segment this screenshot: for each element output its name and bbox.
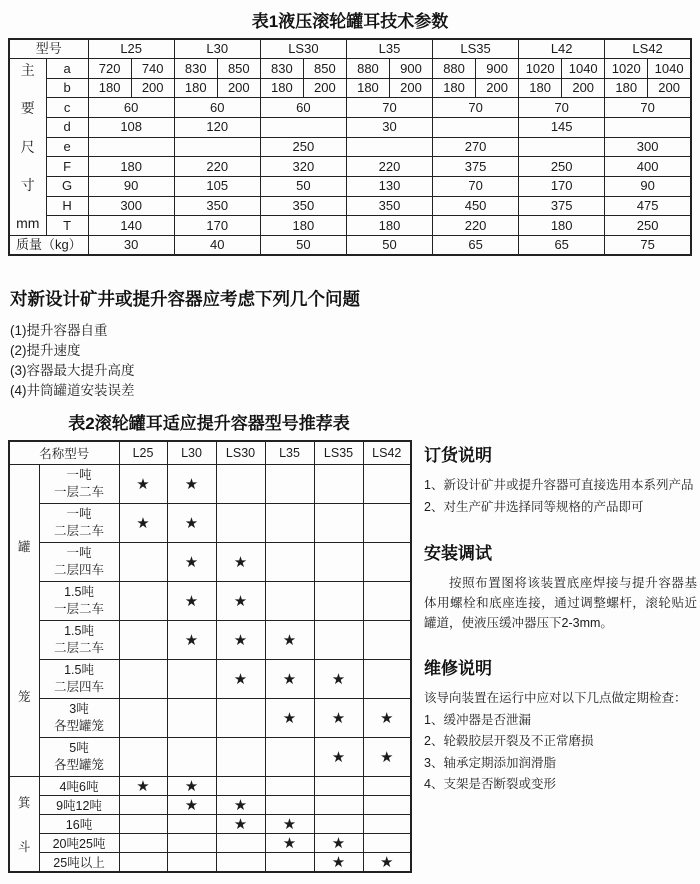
star-cell: ★: [314, 853, 363, 873]
star-cell: [363, 543, 411, 582]
t1-cell: 90: [88, 176, 174, 196]
table-row: [9, 465, 411, 504]
table-row: [9, 78, 691, 98]
star-cell: ★: [119, 465, 167, 504]
t1-cell: 1020: [519, 59, 562, 79]
installation-heading: 安装调试: [424, 544, 492, 563]
table-row: [9, 738, 411, 777]
maintenance-intro: 该导向装置在运行中应对以下几点做定期检查：: [424, 691, 687, 705]
star-cell: ★: [167, 543, 216, 582]
t1-side-label-dimensions: [9, 59, 46, 236]
t1-cell: [605, 117, 691, 137]
table2-recommendations: [8, 440, 412, 873]
star-cell: ★: [265, 815, 314, 834]
t1-cell: 200: [131, 78, 174, 98]
t1-model-header: L42: [519, 39, 605, 59]
maintenance-item: 3、轴承定期添加润滑脂: [424, 755, 556, 770]
star-cell: [216, 504, 265, 543]
t1-cell: 350: [346, 196, 432, 216]
t1-cell: 320: [260, 157, 346, 177]
table-row: [9, 39, 691, 59]
t1-cell: 200: [303, 78, 346, 98]
t1-row-label: G: [46, 176, 88, 196]
t1-model-header: L25: [88, 39, 174, 59]
star-cell: ★: [216, 660, 265, 699]
t1-cell: 130: [346, 176, 432, 196]
t1-cell: 740: [131, 59, 174, 79]
table-row: [9, 137, 691, 157]
t1-cell: 200: [648, 78, 691, 98]
table-row: [9, 441, 411, 465]
t2-model-header: LS35: [314, 441, 363, 465]
star-cell: [265, 796, 314, 815]
t1-row-label: T: [46, 216, 88, 236]
t2-row-name: 20吨25吨: [39, 834, 119, 853]
t1-cell: 880: [346, 59, 389, 79]
t1-row-label: b: [46, 78, 88, 98]
star-cell: ★: [216, 815, 265, 834]
star-cell: [265, 853, 314, 873]
table-row: [9, 777, 411, 796]
table-row: [9, 59, 691, 79]
t1-cell: 200: [562, 78, 605, 98]
t1-cell: 475: [605, 196, 691, 216]
star-cell: ★: [265, 660, 314, 699]
t1-corner-header: 型号: [9, 39, 88, 59]
notes-heading: 对新设计矿井或提升容器应考虑下列几个问题: [10, 289, 360, 309]
t1-cell: 350: [174, 196, 260, 216]
star-cell: [119, 543, 167, 582]
row-name-line: 一层二车: [54, 602, 105, 616]
row-name-line: 3吨: [69, 701, 89, 716]
t2-row-name: [39, 465, 119, 504]
star-cell: [265, 504, 314, 543]
t1-cell: [519, 137, 605, 157]
t1-row-label: c: [46, 98, 88, 118]
group-char: 罐: [17, 539, 31, 554]
t2-group-label-skip: [9, 777, 39, 873]
star-cell: ★: [119, 777, 167, 796]
t1-cell: 180: [346, 78, 389, 98]
t1-cell: 830: [260, 59, 303, 79]
star-cell: [119, 582, 167, 621]
star-cell: [363, 582, 411, 621]
star-cell: [167, 815, 216, 834]
star-cell: ★: [119, 504, 167, 543]
row-name-line: 5吨: [69, 740, 89, 755]
star-cell: ★: [167, 582, 216, 621]
t1-cell: 60: [174, 98, 260, 118]
t1-cell: 145: [519, 117, 605, 137]
t1-cell: 270: [433, 137, 519, 157]
t1-cell: 50: [260, 176, 346, 196]
t1-cell: 200: [476, 78, 519, 98]
ordering-item: 2、对生产矿井选择同等规格的产品即可: [424, 499, 644, 514]
star-cell: [216, 834, 265, 853]
row-name-line: 各型罐笼: [54, 758, 105, 772]
t1-cell: [433, 117, 519, 137]
t1-cell: 720: [88, 59, 131, 79]
maintenance-section: [424, 654, 697, 796]
t1-cell: 65: [519, 236, 605, 256]
t1-row-label: d: [46, 117, 88, 137]
star-cell: [314, 582, 363, 621]
t2-group-label-cage: [9, 465, 39, 777]
t1-cell: 170: [174, 216, 260, 236]
t2-model-header: L25: [119, 441, 167, 465]
t1-cell: 180: [433, 78, 476, 98]
t1-cell: 180: [605, 78, 648, 98]
notes-item: (2)提升速度: [10, 343, 81, 358]
star-cell: [265, 582, 314, 621]
t1-row-label: a: [46, 59, 88, 79]
t1-cell: 75: [605, 236, 691, 256]
notes-item: (1)提升容器自重: [10, 323, 108, 338]
row-name-line: 二层二车: [54, 641, 105, 655]
star-cell: [216, 853, 265, 873]
star-cell: [314, 815, 363, 834]
table-row: [9, 216, 691, 236]
t2-row-name: [39, 582, 119, 621]
t1-cell: 70: [346, 98, 432, 118]
t1-cell: 300: [605, 137, 691, 157]
table1-title: 表1液压滚轮罐耳技术参数: [251, 12, 449, 31]
table-row: [9, 796, 411, 815]
star-cell: [216, 699, 265, 738]
t1-cell: 220: [174, 157, 260, 177]
star-cell: ★: [216, 582, 265, 621]
ordering-item: 1、新设计矿井或提升容器可直接选用本系列产品: [424, 478, 694, 492]
t1-weight-label: 质量（kg）: [9, 236, 88, 256]
side-char: 主: [20, 62, 35, 78]
t1-cell: 40: [174, 236, 260, 256]
table-row: [9, 853, 411, 873]
t2-row-name: 16吨: [39, 815, 119, 834]
star-cell: [265, 543, 314, 582]
t1-cell: 375: [519, 196, 605, 216]
table-row: [9, 543, 411, 582]
star-cell: [119, 699, 167, 738]
star-cell: [363, 465, 411, 504]
row-name-line: 二层四车: [54, 563, 105, 577]
t1-model-header: LS30: [260, 39, 346, 59]
table-row: [9, 582, 411, 621]
t1-cell: 180: [260, 216, 346, 236]
star-cell: ★: [314, 699, 363, 738]
t1-cell: [174, 137, 260, 157]
installation-section: [424, 539, 697, 633]
t1-cell: 180: [519, 78, 562, 98]
t2-row-name: [39, 699, 119, 738]
star-cell: [216, 465, 265, 504]
side-unit: mm: [16, 215, 40, 232]
t1-cell: 200: [217, 78, 260, 98]
t1-cell: 65: [433, 236, 519, 256]
side-char: 尺: [20, 138, 35, 155]
star-cell: ★: [216, 543, 265, 582]
t1-cell: 120: [174, 117, 260, 137]
maintenance-item: 4、支架是否断裂或变形: [424, 777, 556, 791]
t1-cell: 90: [605, 176, 691, 196]
star-cell: ★: [167, 777, 216, 796]
table-row: [9, 834, 411, 853]
t1-cell: 60: [260, 98, 346, 118]
t2-row-name: 4吨6吨: [39, 777, 119, 796]
side-char: 要: [20, 100, 35, 117]
star-cell: [363, 796, 411, 815]
t1-cell: 30: [346, 117, 432, 137]
t1-cell: 220: [433, 216, 519, 236]
group-label-stack: [10, 780, 39, 868]
star-cell: [167, 834, 216, 853]
t1-cell: 830: [174, 59, 217, 79]
t1-cell: 880: [433, 59, 476, 79]
t1-cell: 108: [88, 117, 174, 137]
star-cell: ★: [363, 738, 411, 777]
t2-model-header: L35: [265, 441, 314, 465]
table-row: [9, 176, 691, 196]
ordering-heading: 订货说明: [424, 446, 492, 465]
t1-cell: 30: [88, 236, 174, 256]
t2-row-name: 25吨以上: [39, 853, 119, 873]
t1-cell: 180: [260, 78, 303, 98]
t1-cell: 350: [260, 196, 346, 216]
t2-row-name: [39, 660, 119, 699]
notes-item: (3)容器最大提升高度: [10, 363, 135, 378]
t2-model-header: LS30: [216, 441, 265, 465]
t1-cell: [260, 117, 346, 137]
t1-cell: 250: [519, 157, 605, 177]
maintenance-heading: 维修说明: [424, 659, 492, 678]
star-cell: [363, 621, 411, 660]
t1-cell: 180: [346, 216, 432, 236]
t1-cell: 220: [346, 157, 432, 177]
t1-cell: 140: [88, 216, 174, 236]
t2-row-name: [39, 738, 119, 777]
t1-cell: 1040: [648, 59, 691, 79]
t1-cell: 70: [433, 176, 519, 196]
star-cell: ★: [363, 853, 411, 873]
row-name-line: 1.5吨: [64, 662, 94, 677]
t1-cell: 450: [433, 196, 519, 216]
t2-corner-header: 名称型号: [9, 441, 119, 465]
t1-cell: 180: [519, 216, 605, 236]
table-row: [9, 117, 691, 137]
t1-cell: 70: [433, 98, 519, 118]
star-cell: [314, 504, 363, 543]
star-cell: [119, 853, 167, 873]
star-cell: ★: [363, 699, 411, 738]
row-name-line: 1.5吨: [64, 623, 94, 638]
star-cell: [265, 738, 314, 777]
star-cell: [265, 465, 314, 504]
right-column: [424, 441, 697, 817]
group-char: 斗: [17, 840, 31, 854]
star-cell: [363, 777, 411, 796]
row-name-line: 1.5吨: [64, 584, 94, 599]
star-cell: ★: [167, 504, 216, 543]
t1-cell: 375: [433, 157, 519, 177]
t2-row-name: 9吨12吨: [39, 796, 119, 815]
t2-row-name: [39, 504, 119, 543]
t1-row-label: F: [46, 157, 88, 177]
star-cell: [216, 738, 265, 777]
group-char: 箕: [17, 796, 31, 810]
t1-model-header: LS35: [433, 39, 519, 59]
star-cell: [119, 796, 167, 815]
table-row: [9, 815, 411, 834]
row-name-line: 二层四车: [54, 680, 105, 694]
star-cell: [119, 815, 167, 834]
t1-cell: [346, 137, 432, 157]
star-cell: [119, 738, 167, 777]
t1-cell: 180: [88, 157, 174, 177]
t1-cell: 1040: [562, 59, 605, 79]
side-char: 寸: [20, 176, 35, 193]
star-cell: ★: [167, 621, 216, 660]
row-name-line: 一吨: [66, 545, 92, 560]
t1-cell: 400: [605, 157, 691, 177]
t1-cell: 50: [260, 236, 346, 256]
star-cell: ★: [216, 621, 265, 660]
t1-cell: 850: [217, 59, 260, 79]
t1-cell: 170: [519, 176, 605, 196]
star-cell: [314, 465, 363, 504]
t1-cell: 50: [346, 236, 432, 256]
t1-cell: 850: [303, 59, 346, 79]
star-cell: [314, 777, 363, 796]
star-cell: [314, 796, 363, 815]
notes-item: (4)井筒罐道安装误差: [10, 383, 135, 398]
star-cell: [167, 738, 216, 777]
row-name-line: 二层二车: [54, 524, 105, 538]
star-cell: [119, 660, 167, 699]
installation-body: 按照布置图将该装置底座焊接与提升容器基体用螺栓和底座连接，通过调整螺杆，滚轮贴近罐道，使液压缓冲器压下2-3mm。: [424, 576, 697, 630]
star-cell: ★: [265, 621, 314, 660]
t1-model-header: L35: [346, 39, 432, 59]
t1-cell: 900: [389, 59, 432, 79]
maintenance-item: 1、缓冲器是否泄漏: [424, 712, 531, 727]
table-row: [9, 621, 411, 660]
table-row: [9, 660, 411, 699]
table-row: [9, 98, 691, 118]
t1-cell: 180: [174, 78, 217, 98]
ordering-section: [424, 441, 697, 518]
t1-model-header: L30: [174, 39, 260, 59]
t1-cell: 200: [389, 78, 432, 98]
row-name-line: 一层二车: [54, 485, 105, 499]
star-cell: [167, 660, 216, 699]
star-cell: [363, 660, 411, 699]
table-row: [9, 157, 691, 177]
star-cell: [119, 621, 167, 660]
table-row: [9, 504, 411, 543]
t1-cell: 250: [260, 137, 346, 157]
table1-specs: [8, 38, 692, 256]
t1-cell: 180: [88, 78, 131, 98]
table-row: [9, 196, 691, 216]
t1-cell: 1020: [605, 59, 648, 79]
t1-cell: 70: [519, 98, 605, 118]
t1-cell: 60: [88, 98, 174, 118]
star-cell: [167, 853, 216, 873]
star-cell: [119, 834, 167, 853]
star-cell: [216, 777, 265, 796]
star-cell: ★: [167, 465, 216, 504]
group-label-stack: [10, 471, 39, 771]
design-considerations: [10, 286, 440, 401]
t2-row-name: [39, 543, 119, 582]
group-char: 笼: [17, 689, 31, 704]
t1-row-label: e: [46, 137, 88, 157]
t1-cell: 300: [88, 196, 174, 216]
star-cell: ★: [314, 738, 363, 777]
table-row: [9, 699, 411, 738]
star-cell: [167, 699, 216, 738]
star-cell: ★: [314, 834, 363, 853]
t2-row-name: [39, 621, 119, 660]
star-cell: [314, 543, 363, 582]
star-cell: ★: [216, 796, 265, 815]
star-cell: ★: [314, 660, 363, 699]
t1-cell: 250: [605, 216, 691, 236]
row-name-line: 一吨: [66, 506, 92, 521]
star-cell: [363, 815, 411, 834]
t1-cell: 70: [605, 98, 691, 118]
star-cell: [265, 777, 314, 796]
row-name-line: 一吨: [66, 467, 92, 482]
star-cell: ★: [167, 796, 216, 815]
t1-cell: [88, 137, 174, 157]
star-cell: [363, 504, 411, 543]
t1-side-label-stack: [10, 59, 46, 235]
t1-cell: 900: [476, 59, 519, 79]
star-cell: ★: [265, 834, 314, 853]
t2-model-header: LS42: [363, 441, 411, 465]
star-cell: ★: [265, 699, 314, 738]
t1-cell: 105: [174, 176, 260, 196]
row-name-line: 各型罐笼: [54, 719, 105, 733]
star-cell: [314, 621, 363, 660]
star-cell: [363, 834, 411, 853]
t2-model-header: L30: [167, 441, 216, 465]
maintenance-item: 2、轮毂胶层开裂及不正常磨损: [424, 734, 594, 748]
table2-title: 表2滚轮罐耳适应提升容器型号推荐表: [68, 414, 350, 433]
t1-model-header: LS42: [605, 39, 691, 59]
t1-row-label: H: [46, 196, 88, 216]
table-row: [9, 236, 691, 256]
